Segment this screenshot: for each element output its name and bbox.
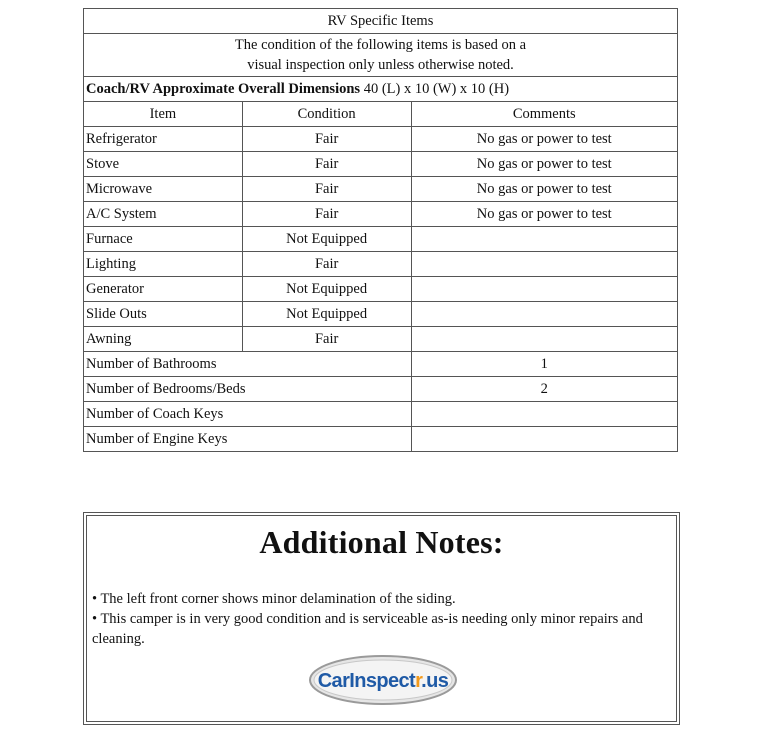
comments-cell: No gas or power to test xyxy=(411,177,678,202)
count-label: Number of Bathrooms xyxy=(84,352,412,377)
count-label: Number of Bedrooms/Beds xyxy=(84,377,412,402)
comments-cell: No gas or power to test xyxy=(411,202,678,227)
additional-notes-inner xyxy=(86,515,677,722)
count-label: Number of Coach Keys xyxy=(84,402,412,427)
notes-title: Additional Notes: xyxy=(259,524,504,560)
note-item: • The left front corner shows minor delamination of the siding. xyxy=(92,591,456,607)
table-row xyxy=(84,302,678,327)
comments-cell xyxy=(411,252,678,277)
comments-cell xyxy=(411,302,678,327)
additional-notes-box xyxy=(83,512,680,725)
logo-text-part1: CarInspect xyxy=(317,670,416,692)
column-header-comments: Comments xyxy=(411,102,678,127)
rv-specific-items-table xyxy=(83,8,678,452)
condition-cell: Fair xyxy=(242,152,411,177)
item-cell: Lighting xyxy=(84,252,243,277)
table-row xyxy=(84,252,678,277)
inspection-note-line2: visual inspection only unless otherwise noted. xyxy=(247,57,514,73)
header-row xyxy=(84,102,678,127)
count-value xyxy=(411,402,678,427)
table-row xyxy=(84,277,678,302)
item-cell: A/C System xyxy=(84,202,243,227)
dimensions-value: 40 (L) x 10 (W) x 10 (H) xyxy=(363,81,510,97)
condition-cell: Fair xyxy=(242,202,411,227)
item-cell: Furnace xyxy=(84,227,243,252)
count-value: 1 xyxy=(411,352,678,377)
table-row xyxy=(84,152,678,177)
inspection-note-line1: The condition of the following items is based on a xyxy=(234,37,527,53)
item-cell: Microwave xyxy=(84,177,243,202)
condition-cell: Not Equipped xyxy=(242,227,411,252)
table-row xyxy=(84,227,678,252)
logo-text-part2: r xyxy=(415,670,422,692)
svg-text:CarInspectr.us xyxy=(318,670,449,692)
condition-cell: Fair xyxy=(242,327,411,352)
condition-cell: Fair xyxy=(242,252,411,277)
condition-cell: Not Equipped xyxy=(242,277,411,302)
count-row xyxy=(84,427,678,452)
table-row xyxy=(84,127,678,152)
carinspector-logo-graphic xyxy=(308,654,458,706)
carinspector-logo xyxy=(308,654,458,706)
comments-cell: No gas or power to test xyxy=(411,127,678,152)
note-item: • This camper is in very good condition and is serviceable as-is needing only minor repairs and cleaning. xyxy=(92,611,643,647)
comments-cell xyxy=(411,277,678,302)
table-title: RV Specific Items xyxy=(84,9,678,34)
table-row xyxy=(84,327,678,352)
dimensions-row xyxy=(84,77,678,102)
count-row xyxy=(84,402,678,427)
comments-cell: No gas or power to test xyxy=(411,152,678,177)
item-cell: Slide Outs xyxy=(84,302,243,327)
inspection-note xyxy=(84,34,678,77)
dimensions-label: Coach/RV Approximate Overall Dimensions xyxy=(86,81,361,97)
condition-cell: Not Equipped xyxy=(242,302,411,327)
condition-cell: Fair xyxy=(242,177,411,202)
notes-list xyxy=(92,589,672,649)
count-label: Number of Engine Keys xyxy=(84,427,412,452)
table-row xyxy=(84,177,678,202)
logo-text-part3: .us xyxy=(421,670,449,692)
comments-cell xyxy=(411,327,678,352)
item-cell: Awning xyxy=(84,327,243,352)
count-row xyxy=(84,377,678,402)
item-cell: Refrigerator xyxy=(84,127,243,152)
item-cell: Generator xyxy=(84,277,243,302)
count-value xyxy=(411,427,678,452)
column-header-condition: Condition xyxy=(242,102,411,127)
count-value: 2 xyxy=(411,377,678,402)
condition-cell: Fair xyxy=(242,127,411,152)
comments-cell xyxy=(411,227,678,252)
column-header-item: Item xyxy=(84,102,243,127)
table-row xyxy=(84,202,678,227)
item-cell: Stove xyxy=(84,152,243,177)
count-row xyxy=(84,352,678,377)
